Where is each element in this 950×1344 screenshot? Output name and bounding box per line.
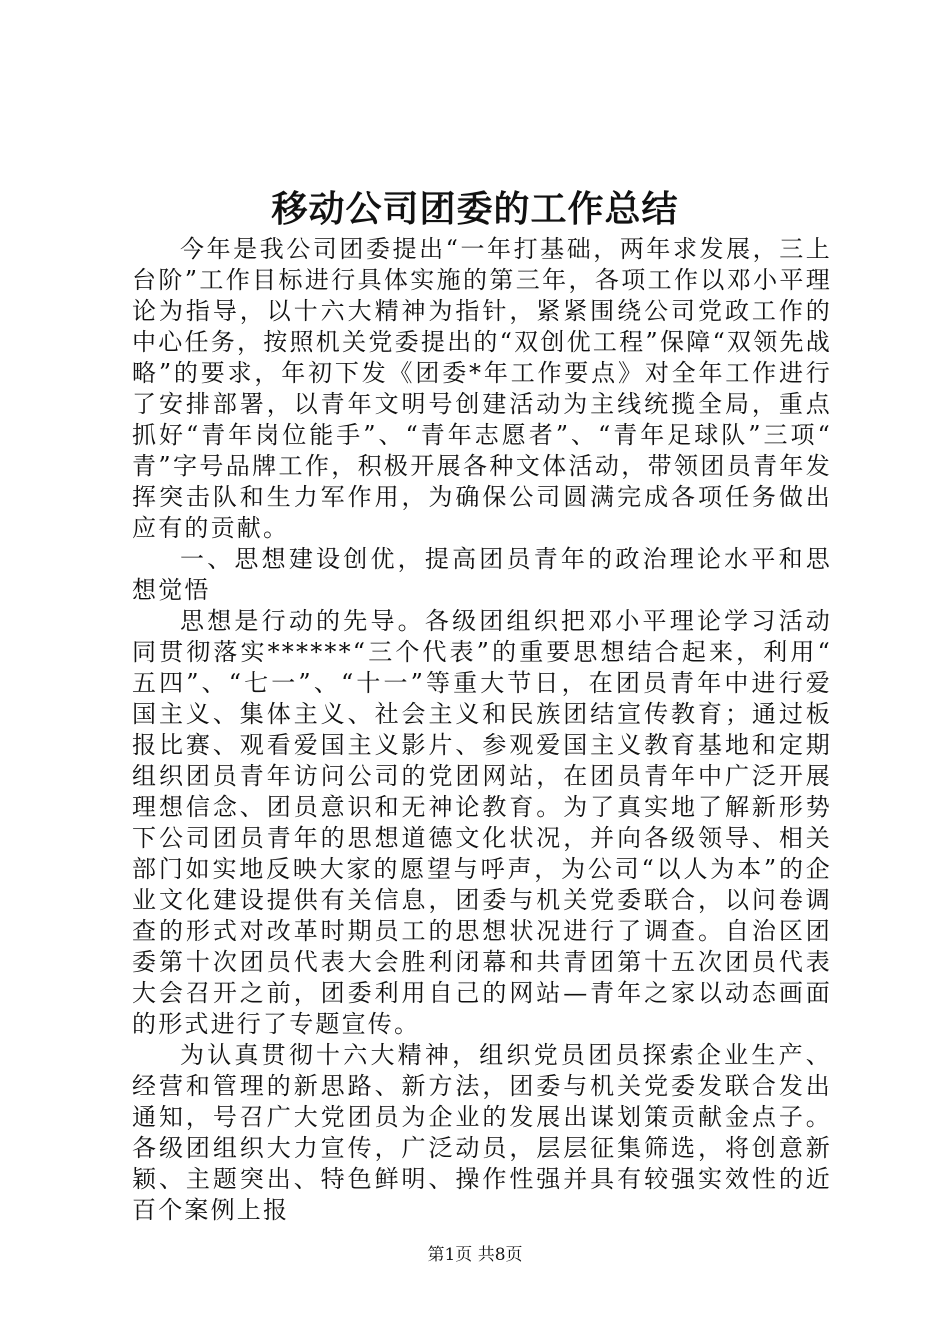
paragraph-intro: 今年是我公司团委提出“一年打基础，两年求发展，三上台阶”工作目标进行具体实施的第三年，各项工作以邓小平理论为指导，以十六大精神为指针，紧紧围绕公司党政工作的中心任务，按照机关党委提出的“双创优工程”保障“双领先战略”的要求，年初下发《团委*年工作要点》对全年工作进行了安排部署，以青年文明号创建活动为主线统揽全局，重点抓好“青年岗位能手”、“青年志愿者”、“青年足球队”三项“青”字号品牌工作，积极开展各种文体活动，带领团员青年发挥突击队和生力军作用，为确保公司圆满完成各项任务做出应有的贡献。 (132, 235, 832, 542)
page-number: 第1页 (427, 1245, 473, 1265)
paragraph-ideology: 思想是行动的先导。各级团组织把邓小平理论学习活动同贯彻落实******“三个代表”的重要思想结合起来，利用“五四”、“七一”、“十一”等重大节日，在团员青年中进行爱国主义、集体主义、社会主义和民族团结宣传教育；通过板报比赛、观看爱国主义影片、参观爱国主义教育基地和定期组织团员青年访问公司的党团网站，在团员青年中广泛开展理想信念、团员意识和无神论教育。为了真实地了解新形势下公司团员青年的思想道德文化状况，并向各级领导、相关部门如实地反映大家的愿望与呼声，为公司“以人为本”的企业文化建设提供有关信息，团委与机关党委联合，以问卷调查的形式对改革时期员工的思想状况进行了调查。自治区团委第十次团员代表大会胜利闭幕和共青团第十五次团员代表大会召开之前，团委利用自己的网站—青年之家以动态画面的形式进行了专题宣传。 (132, 607, 832, 1038)
document-body (132, 234, 832, 1226)
paragraph-section-heading: 一、思想建设创优，提高团员青年的政治理论水平和思想觉悟 (132, 545, 832, 604)
page-footer (0, 1244, 950, 1266)
document-title: 移动公司团委的工作总结 (271, 188, 679, 230)
page-total: 共8页 (477, 1245, 523, 1265)
paragraph-sixteenth-congress: 为认真贯彻十六大精神，组织党员团员探索企业生产、经营和管理的新思路、新方法，团委与机关党委发联合发出通知，号召广大党团员为企业的发展出谋划策贡献金点子。各级团组织大力宣传，广泛动员，层层征集筛选，将创意新颖、主题突出、特色鲜明、操作性强并具有较强实效性的近百个案例上报 (132, 1041, 832, 1224)
